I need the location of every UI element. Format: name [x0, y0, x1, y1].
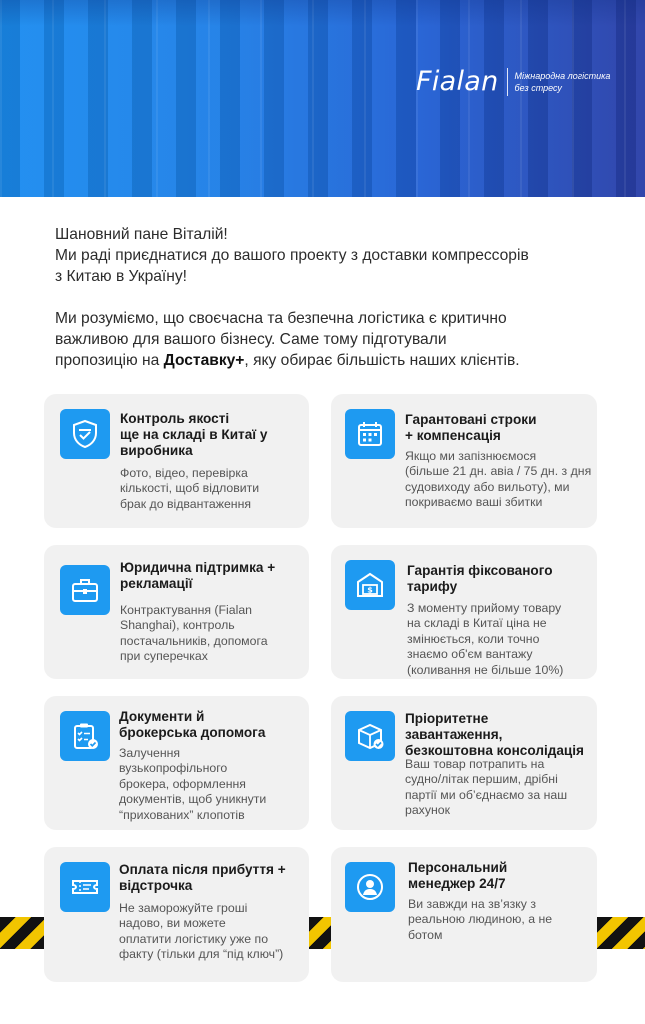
ticket-icon [60, 862, 110, 912]
card-title [405, 412, 590, 444]
card-desc-line: надово, ви можете [119, 916, 226, 931]
feature-card-priority-loading [331, 696, 597, 830]
card-description [120, 466, 300, 512]
card-desc-line: Ви завжди на зв’язку з [408, 897, 537, 911]
feature-card-payment-after-arrival [44, 847, 309, 982]
card-desc-line: Shanghai), контроль [120, 618, 235, 633]
intro-text-span: , яку обирає більшість наших клієнтів. [244, 352, 520, 369]
intro-line: Ми розуміємо, що своєчасна та безпечна логістика є критично [55, 310, 507, 327]
intro-line: з Китаю в Україну! [55, 268, 188, 285]
card-desc-line: оплатити логістику уже по [119, 931, 269, 946]
card-title [119, 862, 304, 894]
card-desc-line: “прихованих” клопотів [119, 807, 245, 822]
intro-line: важливою для вашого бізнесу. Саме тому підготували [55, 331, 447, 348]
card-title-line: ще на складі в Китаї у [120, 427, 268, 442]
card-desc-line: змінюється, коли точно [407, 631, 540, 646]
card-desc-line: вузькопрофільного [119, 761, 228, 776]
card-description [119, 901, 304, 963]
feature-card-fixed-tariff [331, 545, 597, 679]
card-desc-line: ботом [408, 927, 443, 942]
card-title-line: відстрочка [119, 878, 193, 893]
card-title-line: Персональний [408, 860, 508, 875]
card-title [407, 563, 592, 595]
card-desc-line: рахунок [405, 803, 450, 818]
card-desc-line: реальною людиною, а не [408, 912, 553, 927]
card-desc-line: покриваємо ваші збитки [405, 495, 543, 510]
card-description [408, 897, 593, 943]
fialan-logo[interactable] [416, 66, 615, 97]
card-title-line: брокерська допомога [119, 725, 266, 740]
card-desc-line: Залучення [119, 746, 181, 760]
card-title [120, 411, 300, 459]
header-banner [0, 0, 645, 197]
greeting: Шановний пане Віталій! [55, 226, 228, 243]
hazard-stripe [308, 917, 332, 949]
calendar-check-icon [345, 409, 395, 459]
card-title-line: Гарантовані строки [405, 412, 537, 427]
card-desc-line: постачальників, допомога [120, 633, 268, 648]
card-title [408, 860, 593, 892]
card-title-line: Гарантія фіксованого [407, 563, 553, 578]
card-desc-line: Контрактування (Fialan [120, 603, 253, 617]
card-title-line: Юридична підтримка + [120, 560, 276, 575]
card-description [405, 449, 595, 511]
card-title-line: Пріоритетне [405, 711, 489, 726]
logo-divider [507, 68, 508, 96]
card-title-line: менеджер 24/7 [408, 876, 506, 891]
hazard-stripe [0, 917, 46, 949]
feature-card-quality-control [44, 394, 309, 528]
card-title-line: + компенсація [405, 428, 501, 443]
clipboard-check-icon [60, 711, 110, 761]
card-title-line: рекламації [120, 576, 193, 591]
card-desc-line: Не заморожуйте гроші [119, 901, 248, 915]
feature-card-personal-manager [331, 847, 597, 982]
card-desc-line: Фото, відео, перевірка [120, 466, 248, 480]
card-description [405, 757, 595, 819]
card-description [119, 746, 304, 823]
card-title-line: Оплата після прибуття + [119, 862, 286, 877]
card-desc-line: знаємо об'єм вантажу [407, 647, 533, 662]
svg-text:$: $ [367, 585, 373, 595]
tagline-line: без стресу [514, 82, 562, 93]
warehouse-dollar-icon [345, 560, 395, 610]
card-desc-line: брокера, оформлення [119, 776, 246, 791]
intro-line: Ми раді приєднатися до вашого проекту з доставки компрессорів [55, 247, 529, 264]
card-desc-line: кількості, щоб відловити [120, 481, 260, 496]
card-description [120, 603, 305, 665]
box-check-icon [345, 711, 395, 761]
card-desc-line: (коливання не більше 10%) [407, 662, 564, 677]
card-desc-line: партії ми об’єднаємо за наш [405, 787, 568, 802]
card-title-line: виробника [120, 443, 193, 458]
feature-card-documents [44, 696, 309, 830]
card-desc-line: судовиходу або вильоту), ми [405, 479, 570, 494]
intro-line [55, 350, 615, 371]
hazard-stripe [597, 917, 645, 949]
briefcase-icon [60, 565, 110, 615]
card-desc-line: брак до відвантаження [120, 496, 252, 511]
manager-user-icon [345, 862, 395, 912]
feature-card-legal-support [44, 545, 309, 679]
card-desc-line: на складі в Китаї ціна не [407, 616, 547, 631]
card-desc-line: (більше 21 дн. авіа / 75 дн. з дня [405, 464, 592, 479]
intro-text [55, 224, 615, 371]
card-title [405, 711, 595, 759]
card-desc-line: при суперечках [120, 649, 208, 664]
card-description [407, 601, 592, 678]
intro-text-span: пропозицію на [55, 352, 164, 369]
card-desc-line: Ваш товар потрапить на [405, 757, 545, 771]
card-title [119, 709, 304, 741]
logo-wordmark: Fialan [416, 66, 499, 97]
quality-shield-icon [60, 409, 110, 459]
card-desc-line: судно/літак першим, дрібні [405, 772, 558, 787]
card-title-line: Документи й [119, 709, 205, 724]
card-title-line: тарифу [407, 579, 458, 594]
card-desc-line: документів, щоб уникнути [119, 792, 267, 807]
card-title-line: безкоштовна консолідація [405, 743, 584, 758]
card-title-line: завантаження, [405, 727, 503, 742]
delivery-plus-highlight: Доставку+ [163, 352, 245, 369]
card-desc-line: факту (тільки для “під ключ”) [119, 947, 284, 962]
card-desc-line: З моменту прийому товару [407, 601, 562, 615]
card-title-line: Контроль якості [120, 411, 230, 426]
feature-card-guaranteed-terms [331, 394, 597, 528]
card-desc-line: Якщо ми запізнюємося [405, 449, 537, 463]
logo-tagline [515, 70, 615, 94]
tagline-line: Міжнародна логістика [514, 70, 611, 81]
card-title [120, 560, 305, 592]
